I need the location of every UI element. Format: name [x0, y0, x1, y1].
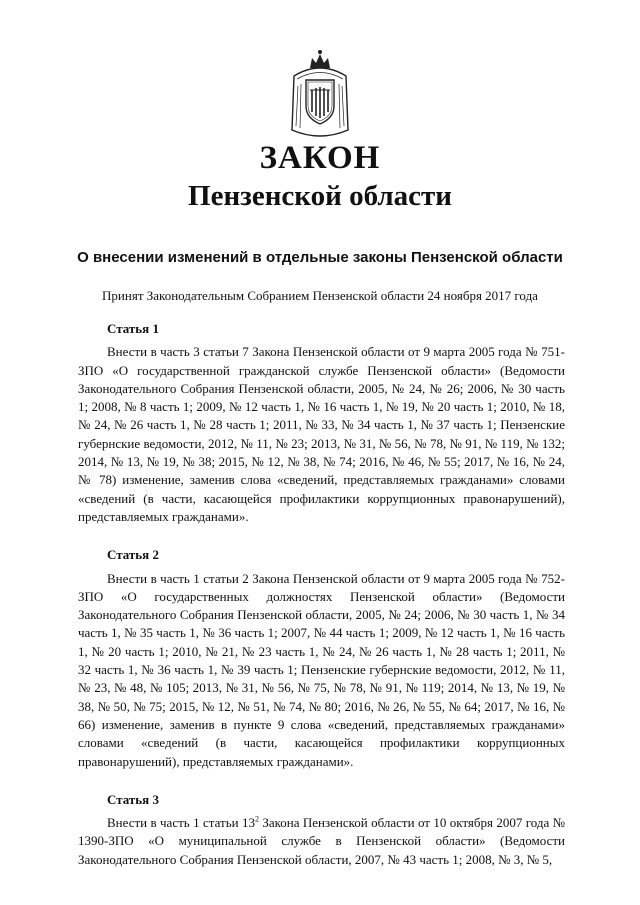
article-text: Внести в часть 3 статьи 7 Закона Пензенской области от 9 марта 2005 года № 751-ЗПО «О государственной гражданской службе Пензенской области» (Ведомости Законодательного Собрания Пензенской области, 2005, № 24, № 26; 2006, № 30 часть 1; 2008, № 8 часть 1; 2009, № 12 часть 1, № 16 часть 1, № 19, № 20 часть 1; 2010, № 18, № 24, № 26 часть 1, № 28 часть 1; 2011, № 33, № 34 часть 1, № 37 часть 1; Пензенские губернские ведомости, 2012, № 11, № 23; 2013, № 31, № 56, № 78, № 91, № 119, № 132; 2014, № 13, № 19, № 38; 2015, № 12, № 38, № 74; 2016, № 46, № 55; 2017, № 16, № 24, № 78) изменение, заменив слова «сведений, представляемых гражданами» словами «сведений (в части, касающейся профилактики коррупционных правонарушений), представляемых гражданами».: [78, 344, 565, 524]
law-content: [78, 320, 565, 889]
article-text: Внести в часть 1 статьи 2 Закона Пензенской области от 9 марта 2005 года № 752-ЗПО «О государственных должностях Пензенской области» (Ведомости Законодательного Собрания Пензенской области, 2005, № 24; 2006, № 30 часть 1, № 34 часть 1, № 35 часть 1, № 36 часть 1; 2007, № 44 часть 1; 2009, № 12 часть 1, № 16 часть 1, № 20 часть 1; 2010, № 21, № 23 часть 1, № 24, № 26 часть 1, № 28 часть 1; 2011, № 32 часть 1, № 36 часть 1, № 39 часть 1; Пензенские губернские ведомости, 2012, № 11, № 23, № 48, № 105; 2013, № 31, № 56, № 75, № 78, № 91, № 119; 2014, № 13, № 19, № 38, № 50, № 75; 2015, № 12, № 51, № 74, № 80; 2016, № 26, № 55, № 64; 2017, № 16, № 66) изменение, заменив в пункте 9 слова «сведений, представляемых гражданами» словами «сведений (в части, касающейся профилактики коррупционных правонарушений), представляемых гражданами».: [78, 570, 565, 769]
article-1: [78, 320, 565, 526]
adoption-line: Принят Законодательным Собранием Пензенской области 24 ноября 2017 года: [102, 288, 538, 303]
article-2: [78, 546, 565, 771]
article-text: [78, 814, 565, 869]
article-heading: Статья 2: [107, 547, 159, 563]
article-heading: Статья 1: [107, 321, 159, 336]
coat-of-arms-icon: [288, 46, 352, 142]
article-heading: Статья 3: [107, 791, 159, 807]
article-text-start: Внести в часть 1 статьи 13: [107, 815, 255, 831]
law-title: О внесении изменений в отдельные законы Пензенской области: [77, 249, 563, 266]
article-text-rest: Закона Пензенской области от 10 октября 2007 года № 1390-ЗПО «О муниципальной службе в Пензенской области» (Ведомости Законодательного Собрания Пензенской области, 2007, № 43 часть 1; 2008, № 3, № 5,: [78, 815, 565, 867]
document-subtitle: Пензенской области: [188, 180, 452, 212]
document-title: ЗАКОН: [259, 140, 381, 176]
article-3: [78, 791, 565, 869]
article-number-superscript: 2: [254, 814, 259, 824]
